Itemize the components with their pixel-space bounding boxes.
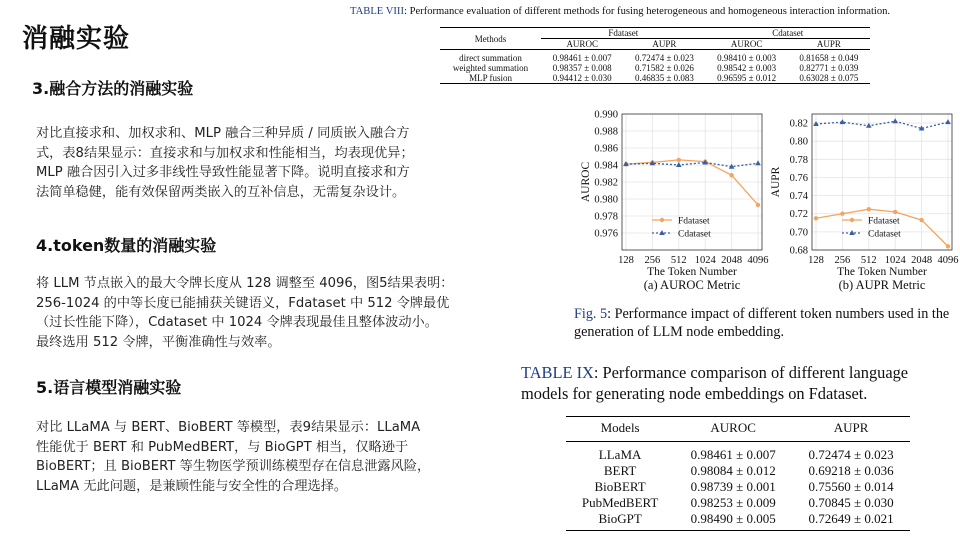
section-5-body	[36, 418, 430, 496]
table-cell: 0.70845 ± 0.030	[808, 495, 894, 510]
table-cell: 0.94412 ± 0.030	[552, 73, 612, 83]
table-cell: 0.98461 ± 0.007	[552, 53, 612, 63]
x-tick-label: 2048	[911, 255, 933, 266]
table-cell: 0.98084 ± 0.012	[690, 463, 776, 478]
table-row	[566, 463, 910, 479]
data-point	[756, 203, 760, 207]
table8-header-group: Fdataset	[541, 28, 705, 39]
table-cell: 0.69218 ± 0.036	[808, 463, 894, 478]
data-point	[840, 212, 844, 216]
x-tick-label: 4096	[937, 255, 959, 266]
table-cell: LLaMA	[598, 447, 642, 462]
x-tick-label: 512	[860, 255, 877, 266]
data-point	[919, 218, 923, 222]
table-cell: BERT	[603, 463, 637, 478]
table9-label: TABLE IX	[521, 363, 594, 382]
y-tick-label: 0.78	[789, 154, 808, 166]
table-cell: 0.98357 ± 0.008	[552, 63, 612, 73]
x-axis-label: The Token Number	[647, 266, 737, 278]
figure5-label: Fig. 5	[574, 306, 608, 322]
section-5-heading: 5.语言模型消融实验	[36, 378, 182, 397]
table-row	[440, 73, 870, 84]
y-tick-label: 0.980	[594, 194, 618, 206]
legend-label: Cdataset	[678, 229, 711, 240]
table9-header: Models	[600, 420, 640, 435]
y-tick-label: 0.70	[789, 227, 808, 239]
table-cell: 0.98410 ± 0.003	[717, 53, 777, 63]
x-tick-label: 1024	[694, 255, 716, 266]
x-tick-label: 512	[670, 255, 687, 266]
y-tick-label: 0.76	[789, 172, 808, 184]
chart-subcaption: (b) AUPR Metric	[838, 278, 926, 292]
table-cell: 0.98542 ± 0.003	[717, 63, 777, 73]
x-tick-label: 2048	[721, 255, 743, 266]
table8-subheader: AUROC	[730, 39, 763, 49]
table-cell: 0.98253 ± 0.009	[690, 495, 776, 510]
data-point	[729, 173, 733, 177]
table-row	[566, 479, 910, 495]
y-tick-label: 0.976	[594, 228, 618, 240]
section-5-line: BioBERT；且 BioBERT 等生物医学预训练模型存在信息泄露风险，	[36, 459, 431, 474]
table-cell: BioGPT	[598, 511, 642, 526]
series-line	[816, 209, 948, 246]
section-3-line: 对比直接求和、加权求和、MLP 融合三种异质 / 同质嵌入融合方	[36, 126, 410, 141]
table8-caption	[350, 6, 890, 17]
legend-marker	[850, 218, 854, 222]
series-line	[626, 160, 758, 205]
table9	[566, 416, 910, 531]
figure5-caption-text: : Performance impact of different token numbers used in the generation of LLM node embedding.	[574, 306, 950, 340]
y-tick-label: 0.984	[594, 160, 618, 172]
table-row	[566, 495, 910, 511]
table-cell: 0.46835 ± 0.083	[634, 73, 694, 83]
x-tick-label: 128	[618, 255, 634, 266]
section-4-body	[36, 274, 453, 352]
table-row	[440, 50, 870, 64]
table8-caption-text: : Performance evaluation of different methods for fusing heterogeneous and homogeneous interaction information.	[403, 6, 891, 17]
data-point	[892, 118, 898, 123]
legend-marker	[660, 218, 664, 222]
table8-header-group: Cdataset	[706, 28, 870, 39]
y-tick-label: 0.988	[594, 126, 618, 138]
table9-header: AUPR	[833, 420, 869, 435]
section-3-body	[36, 124, 414, 202]
data-point	[946, 244, 950, 248]
y-tick-label: 0.72	[789, 209, 808, 221]
y-tick-label: 0.990	[594, 109, 618, 121]
section-3-heading: 3.融合方法的消融实验	[32, 79, 194, 98]
section-4-line: （过长性能下降），Cdataset 中 1024 令牌表现最佳且整体波动小。	[36, 315, 438, 330]
aupr-chart	[766, 104, 960, 300]
table8-subheader: AUROC	[566, 39, 598, 49]
table-cell: 0.75560 ± 0.014	[808, 479, 894, 494]
chart-subcaption: (a) AUROC Metric	[643, 278, 741, 292]
table-cell: 0.71582 ± 0.026	[634, 63, 694, 73]
x-axis-label: The Token Number	[837, 266, 927, 278]
y-tick-label: 0.80	[789, 136, 808, 148]
table-cell: MLP fusion	[469, 73, 512, 83]
data-point	[866, 123, 872, 128]
y-tick-label: 0.982	[594, 177, 618, 189]
section-4-line: 将 LLM 节点嵌入的最大令牌长度从 128 调整至 4096，图5结果表明：	[36, 276, 454, 291]
legend-label: Cdataset	[868, 229, 901, 240]
table-cell: 0.98461 ± 0.007	[690, 447, 776, 462]
series-line	[816, 121, 948, 128]
data-point	[676, 162, 682, 167]
section-4-line: 256-1024 的中等长度已能捕获关键语义，Fdataset 中 512 令牌最优	[36, 295, 450, 311]
table8-header-methods: Methods	[440, 28, 541, 50]
table-cell: 0.96595 ± 0.012	[717, 73, 777, 83]
table9-caption	[521, 362, 959, 404]
table-cell: 0.82771 ± 0.039	[799, 63, 859, 73]
table-cell: 0.98739 ± 0.001	[690, 479, 776, 494]
table-cell: 0.63028 ± 0.075	[799, 73, 859, 83]
x-tick-label: 1024	[884, 255, 906, 266]
y-tick-label: 0.68	[789, 245, 808, 257]
table8-subheader: AUPR	[652, 39, 677, 49]
table-cell: 0.72474 ± 0.023	[634, 53, 694, 63]
x-tick-label: 256	[834, 255, 851, 266]
table9-caption-text: : Performance comparison of different language models for generating node embeddings on Fdataset.	[521, 363, 909, 403]
table8	[440, 27, 870, 84]
table-cell: 0.81658 ± 0.049	[799, 53, 859, 63]
y-tick-label: 0.74	[789, 191, 808, 203]
table-row	[566, 511, 910, 531]
table-cell: PubMedBERT	[581, 495, 659, 510]
data-point	[867, 207, 871, 211]
table-cell: direct summation	[459, 53, 522, 63]
data-point	[945, 119, 951, 124]
y-axis-label: AUPR	[770, 166, 782, 198]
x-tick-label: 4096	[747, 255, 769, 266]
table8-label: TABLE VIII	[350, 6, 404, 17]
slide-title: 消融实验	[22, 24, 131, 54]
x-tick-label: 256	[644, 255, 661, 266]
section-3-line: 法简单稳健，能有效保留两类嵌入的互补信息，无需复杂设计。	[36, 184, 406, 200]
data-point	[814, 216, 818, 220]
auroc-chart	[572, 104, 772, 300]
y-tick-label: 0.978	[594, 211, 618, 223]
table9-header: AUROC	[710, 420, 756, 435]
x-tick-label: 128	[808, 255, 824, 266]
y-axis-label: AUROC	[580, 161, 592, 203]
table-cell: BioBERT	[594, 479, 646, 494]
table-row	[566, 442, 910, 464]
section-5-line: 对比 LLaMA 与 BERT、BioBERT 等模型，表9结果显示：LLaMA	[36, 420, 421, 435]
section-4-heading: 4.token数量的消融实验	[36, 236, 217, 255]
section-4-line: 最终选用 512 令牌，平衡准确性与效率。	[36, 334, 281, 350]
legend-label: Fdataset	[678, 216, 710, 227]
section-3-line: MLP 融合因引入过多非线性导致性能显著下降。说明直接求和方	[36, 165, 410, 180]
y-tick-label: 0.986	[594, 143, 618, 155]
table-cell: 0.98490 ± 0.005	[690, 511, 776, 526]
table-row	[440, 63, 870, 73]
table-cell: 0.72649 ± 0.021	[808, 511, 894, 526]
table-cell: weighted summation	[452, 63, 529, 73]
table-cell: 0.72474 ± 0.023	[808, 447, 894, 462]
data-point	[755, 160, 761, 165]
table8-subheader: AUPR	[816, 39, 841, 49]
data-point	[677, 158, 681, 162]
y-tick-label: 0.82	[789, 118, 808, 130]
section-3-line: 式，表8结果显示：直接求和与加权求和性能相当，均表现优异；	[36, 145, 414, 161]
figure5-caption	[574, 305, 958, 341]
section-5-line: 性能优于 BERT 和 PubMedBERT，与 BioGPT 相当，仅略逊于	[36, 439, 409, 455]
legend-label: Fdataset	[868, 216, 900, 227]
section-5-line: LLaMA 无此问题，是兼顾性能与安全性的合理选择。	[36, 478, 348, 494]
data-point	[893, 210, 897, 214]
